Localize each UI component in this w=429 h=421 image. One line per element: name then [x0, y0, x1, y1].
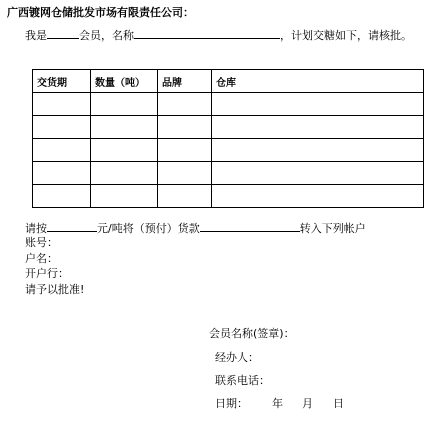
intro-part2: 会员，名称	[79, 29, 134, 42]
table-cell[interactable]	[158, 185, 212, 208]
table-header-row	[33, 70, 424, 93]
table-cell[interactable]	[33, 116, 91, 139]
intro-part3: ，计划交糖如下，请核批。	[280, 29, 412, 42]
table-cell[interactable]	[33, 162, 91, 185]
table-cell[interactable]	[91, 116, 158, 139]
table-cell[interactable]	[158, 162, 212, 185]
table-cell[interactable]	[158, 139, 212, 162]
intro-part1: 我是	[25, 29, 47, 42]
date-year: 年	[272, 397, 283, 410]
table-row	[33, 139, 424, 162]
table-cell[interactable]	[33, 93, 91, 116]
table-cell[interactable]	[212, 116, 424, 139]
table-cell[interactable]	[33, 185, 91, 208]
table-cell[interactable]	[212, 93, 424, 116]
table-cell[interactable]	[212, 139, 424, 162]
date-day: 日	[333, 397, 344, 410]
table-cell[interactable]	[212, 162, 424, 185]
table-cell[interactable]	[91, 139, 158, 162]
date-month: 月	[302, 397, 313, 410]
date-label: 日期：	[215, 397, 248, 410]
header-warehouse: 仓库	[212, 70, 424, 93]
phone-label: 联系电话：	[215, 374, 270, 387]
delivery-table	[32, 69, 424, 208]
payment-part2: 元/吨将（预付）货款	[97, 222, 200, 235]
table-row	[33, 116, 424, 139]
member-name-blank[interactable]	[134, 27, 280, 39]
header-brand: 品牌	[158, 70, 212, 93]
account-label: 账号：	[25, 236, 58, 249]
table-cell[interactable]	[212, 185, 424, 208]
table-cell[interactable]	[33, 139, 91, 162]
payment-part3: 转入下列帐户	[299, 222, 366, 235]
table-row	[33, 185, 424, 208]
price-blank[interactable]	[47, 220, 97, 232]
payment-part1: 请按	[25, 222, 47, 235]
account-name-label: 户名：	[25, 252, 58, 265]
table-cell[interactable]	[158, 93, 212, 116]
intro-line	[25, 27, 412, 43]
header-delivery-date: 交货期	[33, 70, 91, 93]
table-cell[interactable]	[91, 93, 158, 116]
table-cell[interactable]	[91, 162, 158, 185]
header-quantity: 数量（吨）	[91, 70, 158, 93]
payment-line	[25, 220, 366, 236]
member-type-blank[interactable]	[47, 27, 79, 39]
member-signature-label: 会员名称(签章)：	[209, 327, 295, 340]
document-title: 广西镀网仓储批发市场有限责任公司：	[7, 6, 194, 19]
bank-label: 开户行：	[25, 267, 69, 280]
table-row	[33, 162, 424, 185]
approve-text: 请予以批准!	[25, 283, 85, 296]
table-row	[33, 93, 424, 116]
table-cell[interactable]	[91, 185, 158, 208]
table-cell[interactable]	[158, 116, 212, 139]
handler-label: 经办人：	[215, 351, 259, 364]
amount-blank[interactable]	[200, 220, 300, 232]
